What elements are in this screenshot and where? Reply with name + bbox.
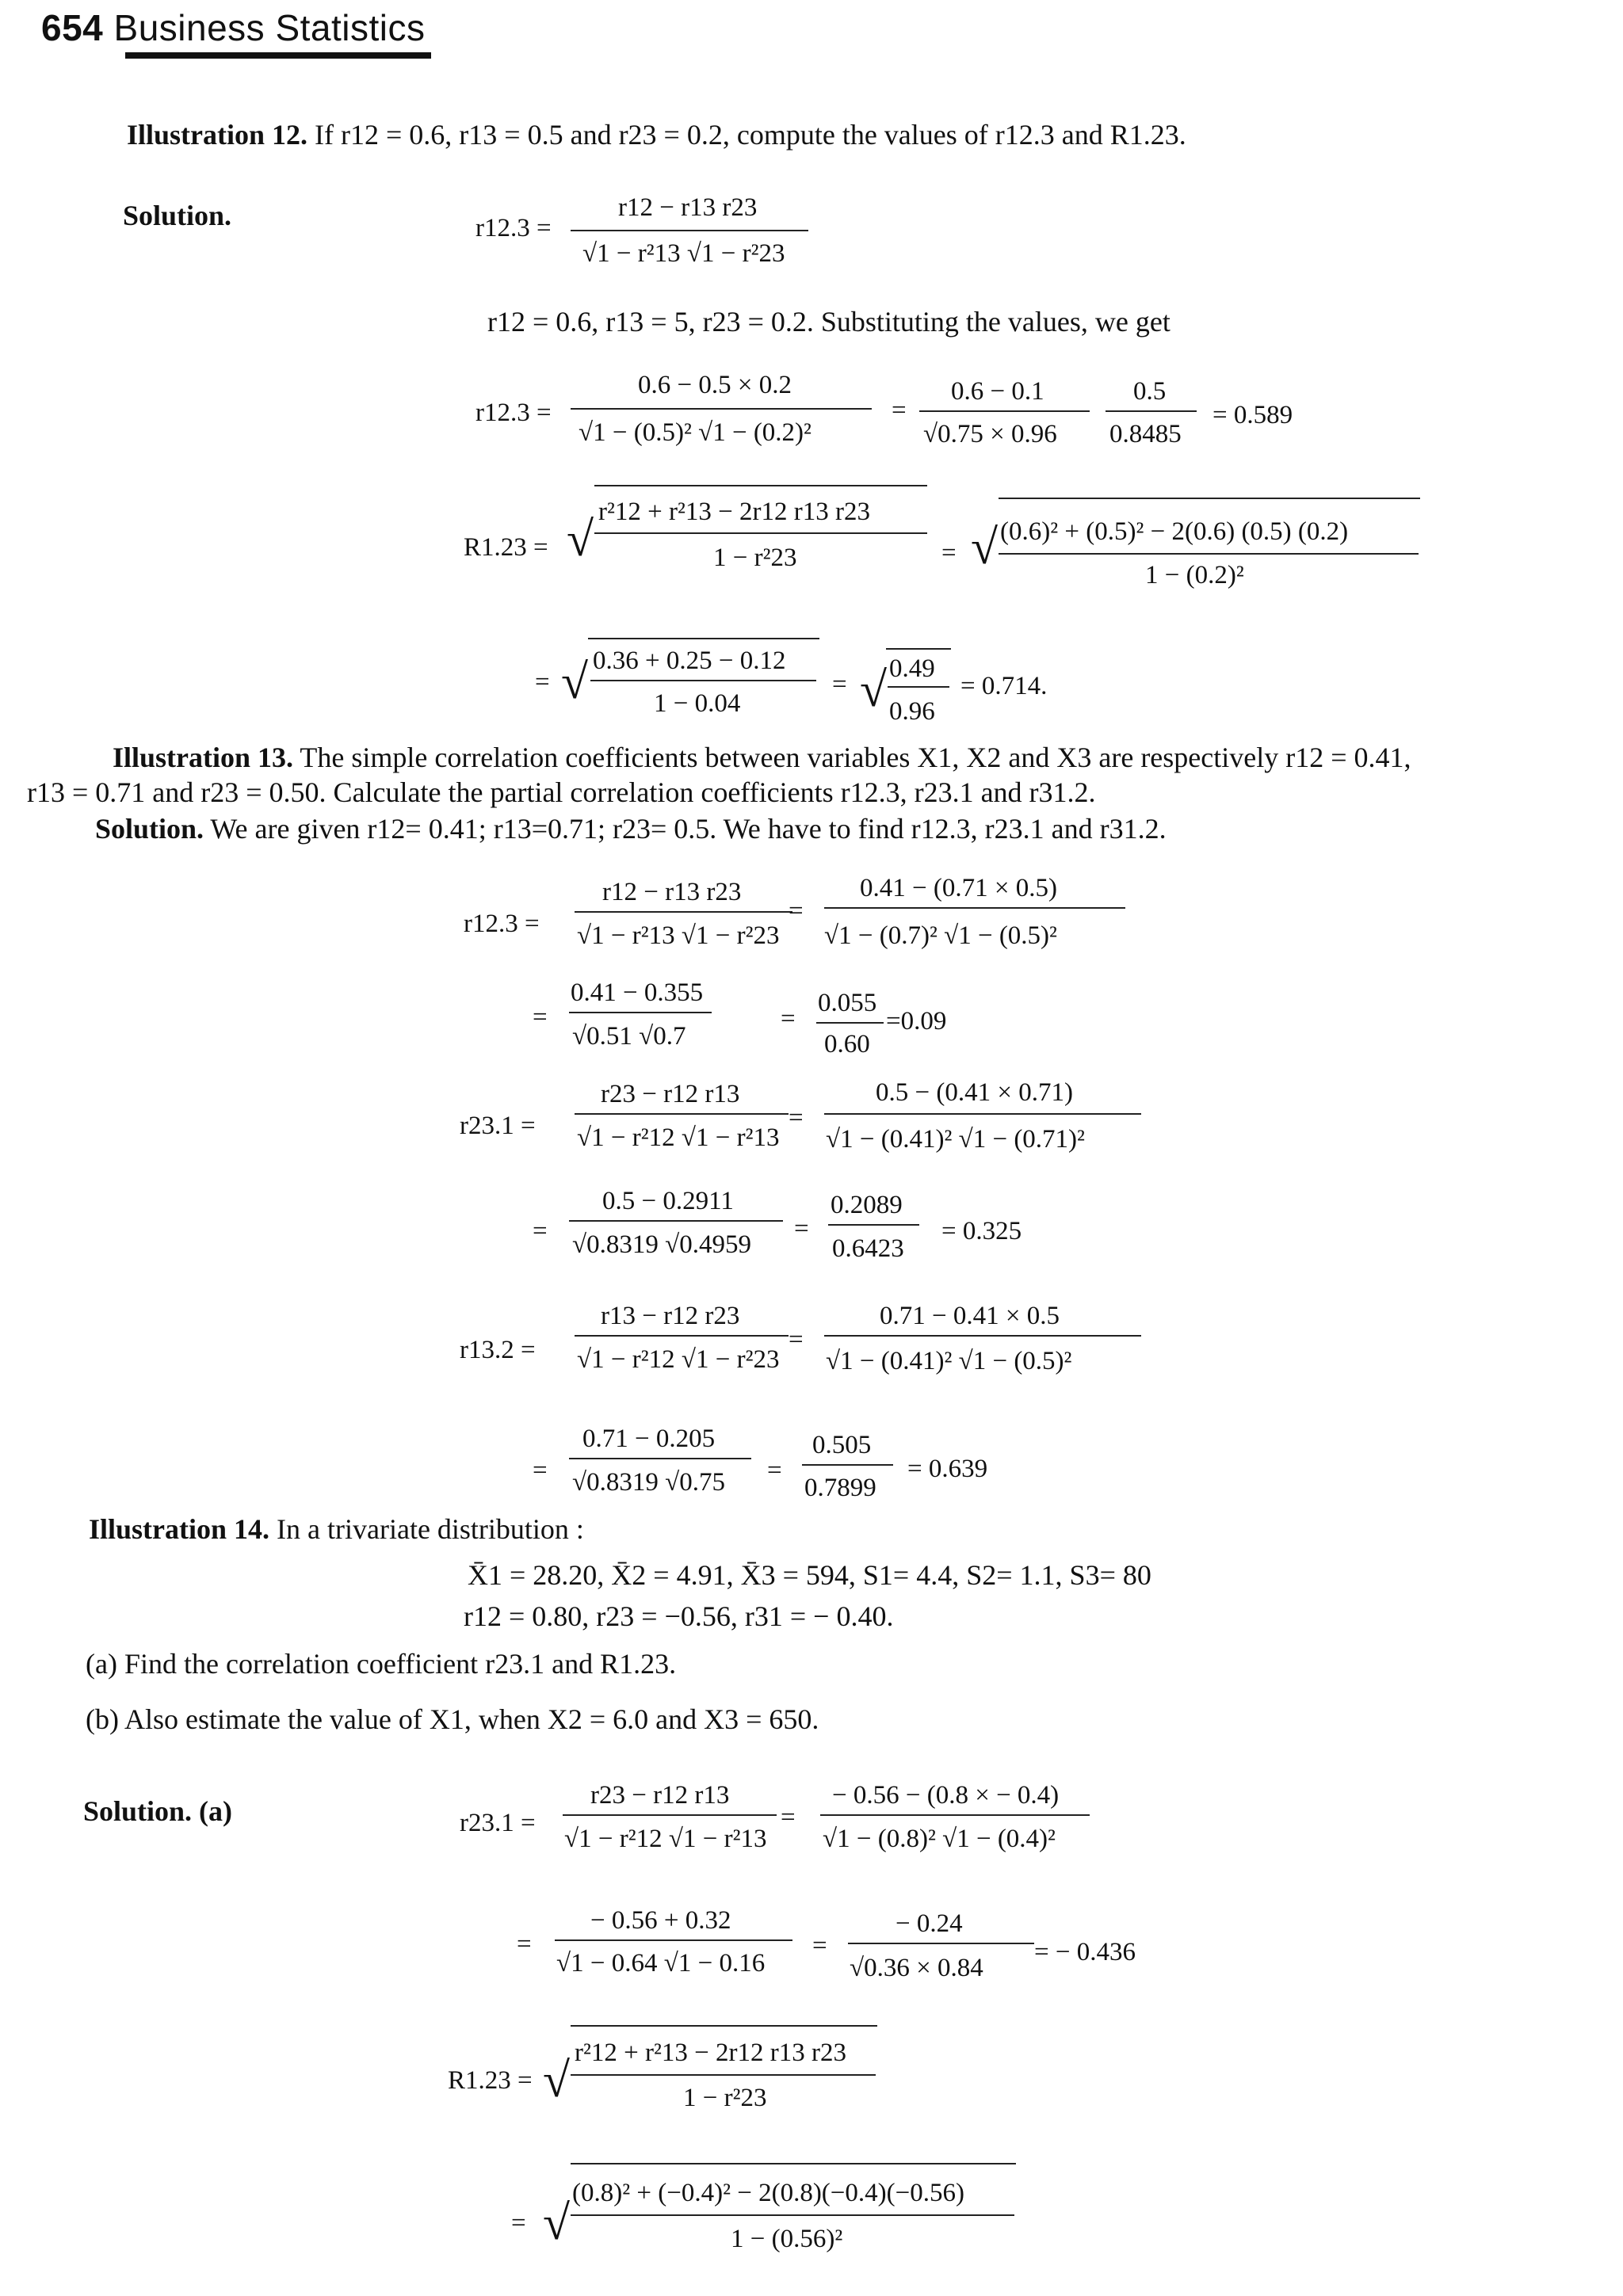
R-numerator-3: 0.36 + 0.25 − 0.12 bbox=[593, 646, 786, 675]
equals: = bbox=[789, 897, 804, 925]
trivariate-r231-lhs: r23.1 = bbox=[460, 1809, 536, 1837]
r132-lhs: r13.2 = bbox=[460, 1336, 536, 1364]
trivariate-R123-denominator: 1 − r²23 bbox=[683, 2084, 767, 2112]
equals: = bbox=[517, 1930, 532, 1958]
running-header bbox=[41, 6, 426, 49]
equals: = bbox=[789, 1104, 804, 1132]
equals: = bbox=[781, 1005, 796, 1033]
R-denominator: 1 − r²23 bbox=[713, 543, 797, 572]
radical-sign: √ bbox=[561, 655, 589, 709]
illustration-14-intro: Illustration 14. In a trivariate distribution : bbox=[89, 1513, 584, 1545]
fraction-bar bbox=[569, 1458, 751, 1459]
equals: = bbox=[533, 1003, 548, 1032]
r132-numerator-2: 0.71 − 0.41 × 0.5 bbox=[880, 1302, 1060, 1330]
R-numerator: r²12 + r²13 − 2r12 r13 r23 bbox=[598, 498, 870, 526]
r132-denominator-3: √0.8319 √0.75 bbox=[572, 1468, 725, 1497]
fraction-bar bbox=[1106, 410, 1197, 412]
radical-bar bbox=[588, 638, 819, 639]
r231-denominator-3: √0.8319 √0.4959 bbox=[572, 1230, 751, 1259]
step-numerator: 0.6 − 0.5 × 0.2 bbox=[638, 371, 792, 399]
given-correlations: r12 = 0.80, r23 = −0.56, r31 = − 0.40. bbox=[464, 1600, 894, 1632]
r132-result: = 0.639 bbox=[907, 1455, 988, 1483]
trivariate-r231-denominator-2: √1 − (0.8)² √1 − (0.4)² bbox=[823, 1825, 1056, 1853]
fraction-bar bbox=[569, 1012, 712, 1013]
radical-sign: √ bbox=[543, 2054, 571, 2107]
fraction-bar bbox=[816, 1022, 884, 1024]
equals: = bbox=[533, 1217, 548, 1245]
r231-denominator: √1 − r²12 √1 − r²13 bbox=[577, 1123, 780, 1152]
book-title: Business Statistics bbox=[113, 7, 426, 48]
equals: = bbox=[832, 670, 847, 699]
r132-numerator: r13 − r12 r23 bbox=[601, 1302, 740, 1330]
step-numerator-2: 0.6 − 0.1 bbox=[951, 377, 1044, 406]
r132-denominator: √1 − r²12 √1 − r²23 bbox=[577, 1345, 780, 1374]
R-numerator-2: (0.6)² + (0.5)² − 2(0.6) (0.5) (0.2) bbox=[1000, 517, 1349, 546]
illustration-13-question-1: Illustration 13. The simple correlation coefficients between variables X1, X2 and X3 are respectively r12 = 0.41, bbox=[113, 742, 1411, 773]
trivariate-R123-numerator: r²12 + r²13 − 2r12 r13 r23 bbox=[575, 2039, 846, 2067]
formula-lhs: r12.3 = bbox=[475, 214, 552, 242]
fraction-bar bbox=[571, 408, 872, 410]
R-lhs: R1.23 = bbox=[464, 533, 548, 562]
part-b: (b) Also estimate the value of X1, when X2 = 6.0 and X3 = 650. bbox=[86, 1703, 819, 1735]
equals: = bbox=[535, 668, 550, 696]
r231-numerator-3: 0.5 − 0.2911 bbox=[602, 1187, 734, 1215]
r132-denominator-2: √1 − (0.41)² √1 − (0.5)² bbox=[826, 1347, 1072, 1375]
step-lhs: r12.3 = bbox=[475, 399, 552, 427]
fraction-bar bbox=[824, 907, 1125, 909]
R-numerator-4: 0.49 bbox=[889, 654, 935, 683]
equals: = bbox=[812, 1932, 827, 1960]
r123-numerator-3: 0.41 − 0.355 bbox=[571, 978, 704, 1007]
step-numerator-3: 0.5 bbox=[1133, 377, 1167, 406]
trivariate-R123-lhs: R1.23 = bbox=[448, 2066, 533, 2095]
r123-denominator-3: √0.51 √0.7 bbox=[572, 1022, 686, 1051]
r132-numerator-4: 0.505 bbox=[812, 1431, 872, 1459]
fraction-bar bbox=[594, 532, 927, 534]
fraction-bar bbox=[563, 1814, 777, 1816]
R-denominator-4: 0.96 bbox=[889, 697, 935, 726]
solution-label: Solution. bbox=[123, 200, 232, 231]
equals: = bbox=[511, 2209, 526, 2237]
fraction-bar bbox=[802, 1464, 893, 1466]
r123-lhs: r12.3 = bbox=[464, 910, 540, 938]
fraction-bar bbox=[569, 1220, 783, 1222]
fraction-bar bbox=[828, 1224, 919, 1226]
fraction-bar bbox=[571, 230, 808, 231]
radical-sign: √ bbox=[543, 2196, 571, 2250]
R-result: = 0.714. bbox=[960, 672, 1048, 700]
fraction-bar bbox=[824, 1113, 1141, 1115]
fraction-bar bbox=[575, 1113, 789, 1115]
page-number: 654 bbox=[41, 7, 104, 48]
fraction-bar bbox=[848, 1943, 1034, 1944]
header-rule bbox=[125, 52, 431, 59]
given-values-line: r12 = 0.6, r13 = 5, r23 = 0.2. Substituting the values, we get bbox=[487, 306, 1170, 338]
radical-bar bbox=[571, 2163, 1016, 2164]
radical-bar bbox=[571, 2025, 877, 2027]
trivariate-r231-denominator: √1 − r²12 √1 − r²13 bbox=[564, 1825, 767, 1853]
r123-result: =0.09 bbox=[886, 1007, 947, 1035]
r123-numerator-2: 0.41 − (0.71 × 0.5) bbox=[860, 874, 1057, 902]
formula-denominator: √1 − r²13 √1 − r²23 bbox=[582, 239, 785, 268]
trivariate-R123-numerator-2: (0.8)² + (−0.4)² − 2(0.8)(−0.4)(−0.56) bbox=[572, 2179, 964, 2207]
solution-a-label: Solution. (a) bbox=[83, 1795, 233, 1827]
equals: = bbox=[767, 1456, 782, 1485]
r231-denominator-2: √1 − (0.41)² √1 − (0.71)² bbox=[826, 1125, 1085, 1154]
trivariate-r231-denominator-4: √0.36 × 0.84 bbox=[850, 1954, 983, 1982]
fraction-bar bbox=[999, 553, 1419, 555]
r231-lhs: r23.1 = bbox=[460, 1112, 536, 1140]
trivariate-r231-result: = − 0.436 bbox=[1034, 1938, 1136, 1966]
equals: = bbox=[533, 1456, 548, 1485]
equals: = bbox=[781, 1803, 796, 1832]
step-denominator: √1 − (0.5)² √1 − (0.2)² bbox=[579, 418, 812, 447]
r123-numerator-4: 0.055 bbox=[818, 989, 877, 1017]
fraction-bar bbox=[820, 1814, 1090, 1816]
equals: = bbox=[941, 539, 957, 567]
trivariate-r231-numerator-3: − 0.56 + 0.32 bbox=[590, 1906, 731, 1935]
equals: = bbox=[794, 1215, 809, 1243]
fraction-bar bbox=[575, 911, 792, 913]
fraction-bar bbox=[590, 680, 816, 681]
R-denominator-2: 1 − (0.2)² bbox=[1145, 561, 1244, 589]
trivariate-r231-numerator: r23 − r12 r13 bbox=[590, 1781, 730, 1810]
given-means: X̄1 = 28.20, X̄2 = 4.91, X̄3 = 594, S1= 4.4, S2= 1.1, S3= 80 bbox=[468, 1559, 1151, 1591]
r123-denominator-4: 0.60 bbox=[824, 1030, 870, 1058]
equals: = bbox=[789, 1325, 804, 1354]
trivariate-r231-denominator-3: √1 − 0.64 √1 − 0.16 bbox=[556, 1949, 766, 1978]
r123-denominator-2: √1 − (0.7)² √1 − (0.5)² bbox=[824, 921, 1057, 950]
r231-numerator: r23 − r12 r13 bbox=[601, 1080, 740, 1108]
R-denominator-3: 1 − 0.04 bbox=[654, 689, 741, 718]
formula-numerator: r12 − r13 r23 bbox=[618, 193, 758, 222]
trivariate-R123-denominator-2: 1 − (0.56)² bbox=[731, 2225, 843, 2253]
r132-numerator-3: 0.71 − 0.205 bbox=[582, 1425, 716, 1453]
illustration-13-question-2: r13 = 0.71 and r23 = 0.50. Calculate the partial correlation coefficients r12.3, r23.1 and r31.2. bbox=[27, 776, 1096, 808]
fraction-bar bbox=[571, 2074, 876, 2076]
fraction-bar bbox=[824, 1335, 1141, 1337]
r231-result: = 0.325 bbox=[941, 1217, 1022, 1245]
fraction-bar bbox=[575, 1335, 789, 1337]
step-denominator-3: 0.8485 bbox=[1109, 420, 1182, 448]
radical-sign: √ bbox=[860, 663, 888, 717]
trivariate-r231-numerator-2: − 0.56 − (0.8 × − 0.4) bbox=[832, 1781, 1060, 1810]
r123-numerator: r12 − r13 r23 bbox=[602, 878, 742, 906]
trivariate-r231-numerator-4: − 0.24 bbox=[896, 1909, 963, 1938]
r123-denominator: √1 − r²13 √1 − r²23 bbox=[577, 921, 780, 950]
fraction-bar bbox=[888, 686, 949, 688]
step-denominator-2: √0.75 × 0.96 bbox=[923, 420, 1057, 448]
radical-sign: √ bbox=[971, 521, 999, 574]
equals: = bbox=[892, 396, 907, 425]
radical-bar bbox=[999, 498, 1420, 499]
r132-denominator-4: 0.7899 bbox=[804, 1474, 876, 1502]
fraction-bar bbox=[571, 2214, 1014, 2216]
r231-denominator-4: 0.6423 bbox=[832, 1234, 904, 1263]
r231-numerator-2: 0.5 − (0.41 × 0.71) bbox=[876, 1078, 1073, 1107]
radical-bar bbox=[886, 648, 951, 650]
fraction-bar bbox=[919, 410, 1090, 412]
r231-numerator-4: 0.2089 bbox=[831, 1191, 903, 1219]
radical-sign: √ bbox=[567, 513, 594, 566]
radical-bar bbox=[594, 485, 927, 486]
part-a: (a) Find the correlation coefficient r23.1 and R1.23. bbox=[86, 1648, 677, 1680]
illustration-12-question: Illustration 12. If r12 = 0.6, r13 = 0.5 and r23 = 0.2, compute the values of r12.3 and R1.23. bbox=[127, 119, 1186, 151]
fraction-bar bbox=[555, 1939, 792, 1941]
illustration-13-solution-line: Solution. We are given r12= 0.41; r13=0.71; r23= 0.5. We have to find r12.3, r23.1 and r31.2. bbox=[95, 813, 1167, 845]
step-result: = 0.589 bbox=[1212, 401, 1293, 429]
